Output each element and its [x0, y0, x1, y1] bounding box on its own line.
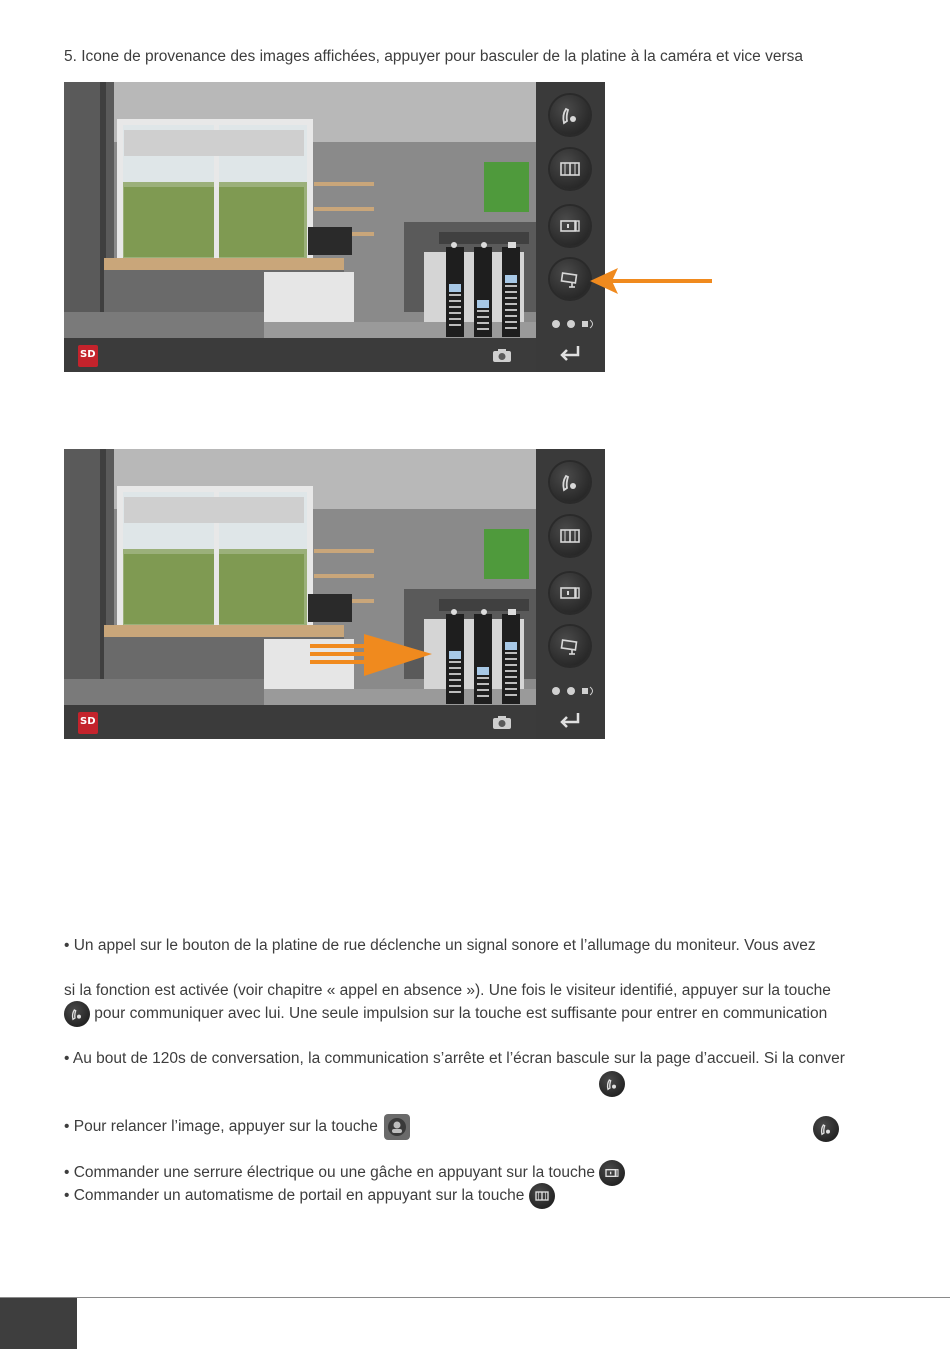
door-lock-icon — [604, 1165, 620, 1181]
paragraph-5-line-1: • Commander un automatisme de portail en appuyant sur la touche — [64, 1183, 555, 1209]
lock-inline-icon — [599, 1160, 625, 1186]
gate-icon — [534, 1188, 550, 1204]
room-scene — [64, 82, 536, 338]
talk-inline-icon-3 — [813, 1116, 839, 1142]
bottom-bar — [64, 705, 536, 739]
phone-handset-icon — [604, 1076, 620, 1092]
room-scene — [64, 449, 536, 705]
door-lock-button[interactable] — [550, 573, 590, 613]
pointer-arrow-1 — [588, 264, 716, 298]
door-lock-icon — [558, 581, 582, 605]
camera-icon[interactable] — [492, 348, 512, 363]
monitor-screen-2 — [64, 449, 605, 739]
settings-icons[interactable] — [550, 318, 598, 330]
paragraph-3-line-1: • Pour relancer l’image, appuyer sur la touche — [64, 1114, 410, 1140]
gate-button[interactable] — [550, 149, 590, 189]
paragraph-2-line-1: • Au bout de 120s de conversation, la communication s’arrête et l’écran bascule sur la page d’accueil. Si la conver — [64, 1050, 845, 1067]
bottom-bar — [64, 338, 536, 372]
return-arrow-icon[interactable] — [558, 711, 582, 731]
door-lock-button[interactable] — [550, 206, 590, 246]
phone-handset-icon — [69, 1006, 85, 1022]
paragraph-1-line-3: pour communiquer avec lui. Une seule impulsion sur la touche est suffisante pour entrer en communication — [64, 1001, 827, 1027]
camera-source-button[interactable] — [550, 259, 590, 299]
camera-source-button[interactable] — [550, 626, 590, 666]
phone-handset-icon — [558, 470, 582, 494]
camera-icon[interactable] — [492, 715, 512, 730]
gate-inline-icon — [529, 1183, 555, 1209]
talk-inline-icon — [64, 1001, 90, 1027]
monitor-screen-1 — [64, 82, 605, 372]
gate-icon — [558, 524, 582, 548]
talk-button[interactable] — [550, 95, 590, 135]
settings-icons[interactable] — [550, 685, 598, 697]
paragraph-1-line-1: • Un appel sur le bouton de la platine de rue déclenche un signal sonore et l’allumage du moniteur. Vous avez — [64, 937, 816, 954]
sd-card-icon[interactable]: SD — [78, 712, 98, 734]
camera-source-icon — [558, 634, 582, 658]
gate-icon — [558, 157, 582, 181]
talk-button[interactable] — [550, 462, 590, 502]
control-sidebar — [536, 82, 605, 372]
monitor-inline-icon — [384, 1114, 410, 1140]
sd-card-icon[interactable]: SD — [78, 345, 98, 367]
camera-source-icon — [558, 267, 582, 291]
door-lock-icon — [558, 214, 582, 238]
control-sidebar — [536, 449, 605, 739]
gate-button[interactable] — [550, 516, 590, 556]
phone-handset-icon — [818, 1121, 834, 1137]
monitor-icon — [384, 1114, 410, 1140]
talk-inline-icon-2 — [599, 1071, 625, 1097]
paragraph-4-line-1: • Commander une serrure électrique ou une gâche en appuyant sur la touche — [64, 1160, 625, 1186]
return-arrow-icon[interactable] — [558, 344, 582, 364]
footer-rule — [0, 1297, 950, 1298]
section-heading: 5. Icone de provenance des images affichées, appuyer pour basculer de la platine à la caméra et vice versa — [64, 48, 803, 65]
footer-page-tab — [0, 1298, 77, 1349]
phone-handset-icon — [558, 103, 582, 127]
paragraph-1-line-2: si la fonction est activée (voir chapitre « appel en absence »). Une fois le visiteur identifié, appuyer sur la touche — [64, 982, 831, 999]
